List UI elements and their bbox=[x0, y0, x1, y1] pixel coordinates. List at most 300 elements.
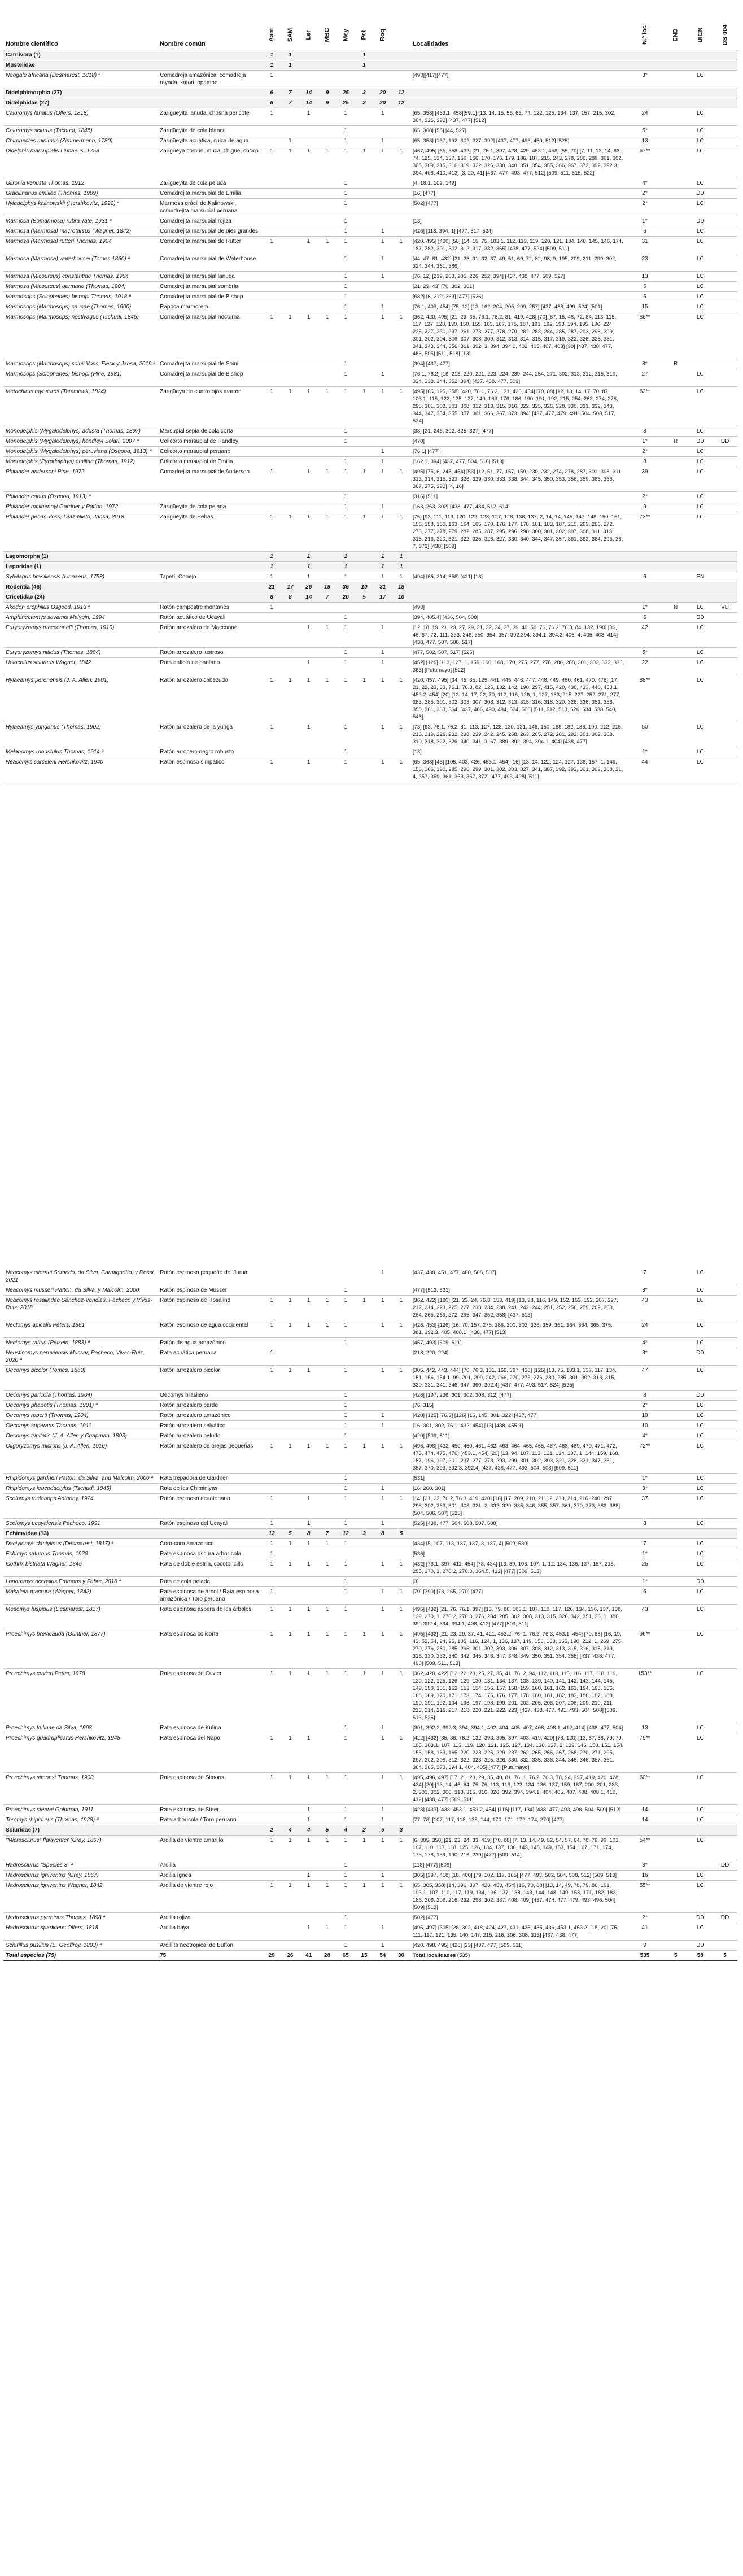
presence-cell bbox=[336, 71, 355, 88]
presence-cell bbox=[299, 1587, 318, 1605]
presence-cell: 1 bbox=[281, 1881, 300, 1913]
presence-cell: 1 bbox=[392, 1733, 410, 1773]
presence-cell bbox=[318, 1815, 336, 1825]
presence-cell bbox=[299, 50, 318, 60]
species-row bbox=[3, 603, 737, 613]
presence-cell bbox=[299, 292, 318, 302]
presence-cell bbox=[373, 50, 392, 60]
ds004-status-cell bbox=[713, 1391, 737, 1401]
presence-cell bbox=[355, 1805, 374, 1815]
presence-cell bbox=[318, 426, 336, 437]
presence-cell bbox=[263, 292, 281, 302]
presence-cell bbox=[318, 254, 336, 272]
scientific-name-cell: Sciuridae (7) bbox=[3, 1825, 158, 1836]
ds004-status-cell bbox=[713, 492, 737, 502]
species-row bbox=[3, 178, 737, 189]
common-name-cell: Comadrejita marsupial de Waterhouse bbox=[158, 254, 263, 272]
presence-cell: 1 bbox=[373, 272, 392, 282]
presence-cell: 1 bbox=[263, 312, 281, 359]
endemism-cell bbox=[663, 552, 688, 562]
species-row bbox=[3, 1431, 737, 1441]
presence-cell bbox=[299, 447, 318, 457]
scientific-name-cell: Proechimys kulinae da Silva, 1998 bbox=[3, 1723, 158, 1733]
presence-cell bbox=[263, 1411, 281, 1421]
presence-cell: 1 bbox=[299, 146, 318, 178]
presence-cell: 1 bbox=[336, 457, 355, 467]
localities-cell: [394, 405.4] [436, 504, 508] bbox=[410, 613, 626, 623]
common-name-cell: Ardillita neotropical de Buffon bbox=[158, 1941, 263, 1951]
scientific-name-cell: Rhipidomys gardneri Patton, da Silva, and Malcolm, 2000 ª bbox=[3, 1474, 158, 1484]
endemism-cell bbox=[663, 467, 688, 492]
iucn-status-cell: LC bbox=[688, 648, 713, 658]
presence-cell bbox=[392, 178, 410, 189]
ds004-status-cell bbox=[713, 1421, 737, 1431]
header-ds004 bbox=[713, 3, 737, 50]
presence-cell: 1 bbox=[373, 108, 392, 126]
presence-cell bbox=[318, 1913, 336, 1923]
localities-cell: [70] [390] [73, 255, 270] [477] bbox=[410, 1587, 626, 1605]
scientific-name-cell: Makalata macrura (Wagner, 1842) bbox=[3, 1587, 158, 1605]
presence-cell bbox=[318, 282, 336, 292]
presence-cell: 1 bbox=[318, 146, 336, 178]
endemism-cell bbox=[663, 1431, 688, 1441]
presence-cell bbox=[299, 136, 318, 146]
presence-cell bbox=[299, 603, 318, 613]
localities-cell bbox=[410, 592, 626, 603]
presence-cell bbox=[281, 1494, 300, 1519]
presence-cell bbox=[355, 1587, 374, 1605]
presence-cell: 1 bbox=[336, 1539, 355, 1549]
presence-cell: 1 bbox=[355, 675, 374, 722]
ds004-status-cell bbox=[713, 467, 737, 492]
presence-cell bbox=[263, 1431, 281, 1441]
species-row bbox=[3, 199, 737, 216]
endemism-cell bbox=[663, 1348, 688, 1366]
presence-cell: 19 bbox=[318, 582, 336, 592]
header-col-7 bbox=[373, 3, 392, 50]
presence-cell: 1 bbox=[281, 50, 300, 60]
presence-cell bbox=[355, 502, 374, 512]
presence-cell: 1 bbox=[373, 226, 392, 237]
presence-cell bbox=[299, 189, 318, 199]
presence-cell bbox=[281, 1519, 300, 1529]
presence-cell: 28 bbox=[318, 1951, 336, 1961]
presence-cell: 1 bbox=[392, 237, 410, 254]
localities-cell: [362, 420, 495] [21, 23, 35, 76.1, 76.2, 81, 419, 428] [70] [67, 15, 48, 72, 84, 113, 115, 117, 127, 128, 130, 150, 155, 163, 167, 175, 187, 191, 192, 193, 194, 195, 196, 224, 225, 227, 230, 237, 261, 273, 277, 278, 279, 282, 283, 284, 285, 287, 293, 296, 299, 301, 302, 304, 306, 307, 308, 309, 312, 313, 314, 315, 317, 319, 322, 326, 328, 331, 341, 343, 344, 356, 361, 392, 3, 394, 394.1, 402, 405, 407, 408] [30] [437, 438, 477, 486, 505] [511, 518] [13] bbox=[410, 312, 626, 359]
scientific-name-cell: Lonaromys occasius Emmons y Fabre, 2018 ª bbox=[3, 1577, 158, 1587]
presence-cell bbox=[299, 1401, 318, 1411]
presence-cell: 1 bbox=[355, 1669, 374, 1723]
presence-cell bbox=[392, 1431, 410, 1441]
scientific-name-cell: Lagomorpha (1) bbox=[3, 552, 158, 562]
scientific-name-cell: Oecomys paricola (Thomas, 1904) bbox=[3, 1391, 158, 1401]
presence-cell: 1 bbox=[392, 1441, 410, 1474]
presence-cell: 1 bbox=[263, 146, 281, 178]
presence-cell bbox=[318, 178, 336, 189]
presence-cell: 1 bbox=[392, 1629, 410, 1669]
iucn-status-cell: LC bbox=[688, 1836, 713, 1860]
locality-count-cell: 13 bbox=[626, 1723, 663, 1733]
presence-cell bbox=[299, 1411, 318, 1421]
species-row bbox=[3, 1474, 737, 1484]
presence-cell bbox=[318, 1411, 336, 1421]
localities-cell: [437, 438, 451, 477, 480, 508, 507] bbox=[410, 1268, 626, 1285]
endemism-cell bbox=[663, 60, 688, 71]
species-row bbox=[3, 136, 737, 146]
presence-cell: 1 bbox=[336, 613, 355, 623]
presence-cell bbox=[263, 1941, 281, 1951]
iucn-status-cell: LC bbox=[688, 146, 713, 178]
ds004-status-cell bbox=[713, 126, 737, 136]
presence-cell: 41 bbox=[299, 1951, 318, 1961]
locality-count-cell: 153** bbox=[626, 1669, 663, 1723]
presence-cell bbox=[355, 178, 374, 189]
scientific-name-cell: Philander andersoni Pine, 1972 bbox=[3, 467, 158, 492]
common-name-cell: Zarigüeyita de Pebas bbox=[158, 512, 263, 552]
locality-count-cell: 88** bbox=[626, 675, 663, 722]
common-name-cell: Rata espinosa de árbol / Rata espinosa amazónica / Toro peruano bbox=[158, 1587, 263, 1605]
presence-cell bbox=[336, 1348, 355, 1366]
common-name-cell: Comadrejita marsupial lanuda bbox=[158, 272, 263, 282]
localities-cell: [118] [477] [509] bbox=[410, 1860, 626, 1871]
presence-cell bbox=[263, 613, 281, 623]
presence-cell: 1 bbox=[392, 1366, 410, 1391]
common-name-cell: Rata espinosa de Cuvier bbox=[158, 1669, 263, 1723]
ds004-status-cell bbox=[713, 1401, 737, 1411]
presence-cell bbox=[263, 254, 281, 272]
species-row bbox=[3, 1723, 737, 1733]
scientific-name-cell: Didelphimorphia (27) bbox=[3, 88, 158, 98]
presence-cell: 1 bbox=[336, 1366, 355, 1391]
presence-cell bbox=[318, 359, 336, 369]
presence-cell: 1 bbox=[336, 1815, 355, 1825]
presence-cell bbox=[373, 216, 392, 226]
scientific-name-cell: Neacomys elieraei Semedo, da Silva, Carmignotto, y Rossi, 2021 bbox=[3, 1268, 158, 1285]
localities-cell: [65, 368] [58] [44, 527] bbox=[410, 126, 626, 136]
iucn-status-cell: LC bbox=[688, 71, 713, 88]
common-name-cell: Raposa marmorera bbox=[158, 302, 263, 312]
locality-count-cell: 3* bbox=[626, 1348, 663, 1366]
localities-cell: [426] [197, 236, 301, 302, 308, 312] [477] bbox=[410, 1391, 626, 1401]
endemism-cell bbox=[663, 582, 688, 592]
ds004-status-cell bbox=[713, 512, 737, 552]
presence-cell: 8 bbox=[281, 592, 300, 603]
common-name-cell: Rata espinosa de Steer bbox=[158, 1805, 263, 1815]
presence-cell bbox=[318, 648, 336, 658]
localities-cell: [3] bbox=[410, 1577, 626, 1587]
header-col-8 bbox=[392, 3, 410, 50]
presence-cell: 1 bbox=[336, 492, 355, 502]
scientific-name-cell: Marmosa (Micoureus) constantiae Thomas, 1904 bbox=[3, 272, 158, 282]
species-row bbox=[3, 1285, 737, 1296]
endemism-cell bbox=[663, 1669, 688, 1723]
presence-cell: 1 bbox=[373, 1871, 392, 1881]
scientific-name-cell: Glironia venusta Thomas, 1912 bbox=[3, 178, 158, 189]
common-name-cell: Rata de cola pelada bbox=[158, 1577, 263, 1587]
scientific-name-cell: Metachirus myosuros (Temminck, 1824) bbox=[3, 387, 158, 426]
ds004-status-cell bbox=[713, 199, 737, 216]
common-name-cell: Zarigüeyita lanuda, chosna pericote bbox=[158, 108, 263, 126]
species-row bbox=[3, 254, 737, 272]
species-row bbox=[3, 572, 737, 582]
presence-cell bbox=[355, 492, 374, 502]
header-col-2 bbox=[281, 3, 300, 50]
endemism-cell: N bbox=[663, 603, 688, 613]
locality-count-cell bbox=[626, 60, 663, 71]
locality-count-cell: 9 bbox=[626, 502, 663, 512]
species-row bbox=[3, 146, 737, 178]
presence-cell: 3 bbox=[392, 1825, 410, 1836]
presence-cell bbox=[281, 613, 300, 623]
locality-count-cell: 2* bbox=[626, 199, 663, 216]
iucn-status-cell bbox=[688, 1825, 713, 1836]
header-row bbox=[3, 3, 737, 50]
scientific-name-cell: Oecomys phaeotis (Thomas, 1901) ª bbox=[3, 1401, 158, 1411]
presence-cell: 1 bbox=[336, 146, 355, 178]
presence-cell: 1 bbox=[281, 387, 300, 426]
locality-count-cell: 27 bbox=[626, 369, 663, 387]
presence-cell: 1 bbox=[299, 1441, 318, 1474]
species-row bbox=[3, 1773, 737, 1805]
presence-cell: 1 bbox=[263, 603, 281, 613]
presence-cell: 1 bbox=[392, 1494, 410, 1519]
header-col-label: DS 004 bbox=[722, 24, 729, 46]
locality-count-cell: 2* bbox=[626, 189, 663, 199]
presence-cell bbox=[373, 359, 392, 369]
scientific-name-cell: Oecomys superans Thomas, 1911 bbox=[3, 1421, 158, 1431]
localities-cell: [38] [21, 246, 302, 325, 327] [477] bbox=[410, 426, 626, 437]
presence-cell: 1 bbox=[336, 1391, 355, 1401]
localities-cell: [493][417][477] bbox=[410, 71, 626, 88]
presence-cell: 10 bbox=[392, 592, 410, 603]
scientific-name-cell: Philander canus (Osgood, 1913) ª bbox=[3, 492, 158, 502]
presence-cell bbox=[355, 623, 374, 648]
species-row bbox=[3, 359, 737, 369]
localities-cell bbox=[410, 552, 626, 562]
ds004-status-cell: DD bbox=[713, 1860, 737, 1871]
species-row bbox=[3, 1421, 737, 1431]
presence-cell: 65 bbox=[336, 1951, 355, 1961]
locality-count-cell: 43 bbox=[626, 1605, 663, 1629]
endemism-cell bbox=[663, 1836, 688, 1860]
presence-cell bbox=[392, 126, 410, 136]
presence-cell bbox=[355, 1411, 374, 1421]
presence-cell: 1 bbox=[392, 562, 410, 572]
iucn-status-cell: LC bbox=[688, 1559, 713, 1577]
presence-cell bbox=[355, 747, 374, 757]
presence-cell: 1 bbox=[281, 1539, 300, 1549]
presence-cell bbox=[281, 1587, 300, 1605]
presence-cell: 1 bbox=[299, 1733, 318, 1773]
presence-cell bbox=[373, 1577, 392, 1587]
presence-cell: 1 bbox=[263, 675, 281, 722]
presence-cell bbox=[318, 552, 336, 562]
taxon-group-row bbox=[3, 1825, 737, 1836]
presence-cell: 5 bbox=[318, 1825, 336, 1836]
presence-cell bbox=[281, 1941, 300, 1951]
presence-cell: 1 bbox=[318, 1441, 336, 1474]
endemism-cell bbox=[663, 88, 688, 98]
iucn-status-cell: DD bbox=[688, 613, 713, 623]
presence-cell: 6 bbox=[373, 1825, 392, 1836]
common-name-cell bbox=[158, 98, 263, 108]
presence-cell bbox=[281, 1285, 300, 1296]
scientific-name-cell: Mustelidae bbox=[3, 60, 158, 71]
species-row bbox=[3, 648, 737, 658]
presence-cell bbox=[355, 1923, 374, 1941]
common-name-cell: Ratón arrozalero pardo bbox=[158, 1401, 263, 1411]
endemism-cell bbox=[663, 108, 688, 126]
locality-count-cell: 1* bbox=[626, 747, 663, 757]
presence-cell: 1 bbox=[373, 1494, 392, 1519]
scientific-name-cell: Chironectes minimus (Zimmermann, 1780) bbox=[3, 136, 158, 146]
ds004-status-cell: DD bbox=[713, 437, 737, 447]
localities-cell: [682] [6, 219, 263] [477] [526] bbox=[410, 292, 626, 302]
presence-cell bbox=[355, 757, 374, 782]
ds004-status-cell: DD bbox=[713, 1913, 737, 1923]
common-name-cell: Tapetí, Conejo bbox=[158, 572, 263, 582]
presence-cell: 6 bbox=[263, 88, 281, 98]
locality-count-cell: 39 bbox=[626, 467, 663, 492]
presence-cell: 1 bbox=[263, 1669, 281, 1723]
presence-cell bbox=[281, 552, 300, 562]
presence-cell: 1 bbox=[373, 757, 392, 782]
presence-cell bbox=[373, 437, 392, 447]
presence-cell bbox=[281, 1391, 300, 1401]
endemism-cell bbox=[663, 675, 688, 722]
localities-cell: [457, 493] [509, 511] bbox=[410, 1338, 626, 1348]
presence-cell: 1 bbox=[392, 1605, 410, 1629]
common-name-cell: Rata trepadora de Gardner bbox=[158, 1474, 263, 1484]
iucn-status-cell: LC bbox=[688, 1805, 713, 1815]
species-row bbox=[3, 1549, 737, 1559]
presence-cell: 1 bbox=[373, 722, 392, 747]
presence-cell bbox=[299, 369, 318, 387]
iucn-status-cell: LC bbox=[688, 502, 713, 512]
presence-cell bbox=[355, 1285, 374, 1296]
presence-cell: 1 bbox=[373, 1629, 392, 1669]
presence-cell bbox=[318, 1733, 336, 1773]
presence-cell: 1 bbox=[299, 1871, 318, 1881]
common-name-cell bbox=[158, 552, 263, 562]
ds004-status-cell bbox=[713, 1474, 737, 1484]
presence-cell bbox=[318, 302, 336, 312]
species-row bbox=[3, 1669, 737, 1723]
scientific-name-cell: Proechimys steerei Goldman, 1911 bbox=[3, 1805, 158, 1815]
scientific-name-cell: Echimys saturnus Thomas, 1928 bbox=[3, 1549, 158, 1559]
ds004-status-cell bbox=[713, 426, 737, 437]
iucn-status-cell: LC bbox=[688, 747, 713, 757]
presence-cell bbox=[355, 603, 374, 613]
common-name-cell: Ratón espinoso del Ucayali bbox=[158, 1519, 263, 1529]
scientific-name-cell: Oligoryzomys microtis (J. A. Allen, 1916) bbox=[3, 1441, 158, 1474]
locality-count-cell: 8 bbox=[626, 426, 663, 437]
presence-cell bbox=[392, 60, 410, 71]
presence-cell bbox=[355, 302, 374, 312]
presence-cell: 1 bbox=[392, 1320, 410, 1338]
common-name-cell: Comadrejita marsupial de Rutter bbox=[158, 237, 263, 254]
presence-cell: 1 bbox=[281, 1773, 300, 1805]
presence-cell bbox=[281, 216, 300, 226]
common-name-cell: Rata anfibia de pantano bbox=[158, 658, 263, 675]
taxon-group-row bbox=[3, 552, 737, 562]
presence-cell bbox=[392, 1411, 410, 1421]
presence-cell: 1 bbox=[336, 722, 355, 747]
presence-cell: 1 bbox=[299, 1539, 318, 1549]
scientific-name-cell: Proechimys brevicauda (Günther, 1877) bbox=[3, 1629, 158, 1669]
endemism-cell bbox=[663, 1391, 688, 1401]
endemism-cell bbox=[663, 447, 688, 457]
locality-count-cell: 8 bbox=[626, 1391, 663, 1401]
presence-cell: 1 bbox=[299, 757, 318, 782]
table-body-part-2 bbox=[3, 1268, 737, 1961]
scientific-name-cell: Philander pebas Voss, Díaz-Nieto, Jansa, 2018 bbox=[3, 512, 158, 552]
iucn-status-cell: 58 bbox=[688, 1951, 713, 1961]
common-name-cell: Colicorto marsupial de Emilia bbox=[158, 457, 263, 467]
presence-cell bbox=[318, 1401, 336, 1411]
presence-cell bbox=[373, 492, 392, 502]
iucn-status-cell bbox=[688, 98, 713, 108]
ds004-status-cell bbox=[713, 1441, 737, 1474]
ds004-status-cell bbox=[713, 387, 737, 426]
presence-cell: 1 bbox=[263, 1733, 281, 1773]
common-name-cell: 75 bbox=[158, 1951, 263, 1961]
species-row bbox=[3, 1338, 737, 1348]
common-name-cell: Ardilla de vientre rojo bbox=[158, 1881, 263, 1913]
localities-cell bbox=[410, 98, 626, 108]
presence-cell: 1 bbox=[336, 747, 355, 757]
presence-cell bbox=[318, 1268, 336, 1285]
presence-cell bbox=[392, 658, 410, 675]
presence-cell: 1 bbox=[336, 272, 355, 282]
presence-cell: 1 bbox=[373, 369, 392, 387]
presence-cell bbox=[373, 60, 392, 71]
presence-cell bbox=[355, 312, 374, 359]
presence-cell bbox=[299, 1474, 318, 1484]
presence-cell bbox=[318, 71, 336, 88]
locality-count-cell bbox=[626, 98, 663, 108]
locality-count-cell bbox=[626, 88, 663, 98]
scientific-name-cell: Neacomys carceleni Hershkovitz, 1940 bbox=[3, 757, 158, 782]
species-row bbox=[3, 447, 737, 457]
ds004-status-cell bbox=[713, 1669, 737, 1723]
iucn-status-cell: LC bbox=[688, 1366, 713, 1391]
presence-cell bbox=[373, 1474, 392, 1484]
locality-count-cell: 535 bbox=[626, 1951, 663, 1961]
presence-cell bbox=[392, 648, 410, 658]
presence-cell bbox=[355, 108, 374, 126]
presence-cell bbox=[299, 457, 318, 467]
header-common-name: Nombre común bbox=[158, 3, 263, 50]
presence-cell: 54 bbox=[373, 1951, 392, 1961]
locality-count-cell: 1* bbox=[626, 1549, 663, 1559]
presence-cell: 1 bbox=[263, 757, 281, 782]
localities-cell: [495] [75, 6, 245, 454] [53] [12, 51, 77, 157, 159, 230, 232, 274, 278, 287, 301, 308, 311, 313, 314, 315, 323, 326, 329, 330, 333, 338, 344, 345, 350, 353, 356, 359, 365, 366, 367, 375, 392] [4, 16] bbox=[410, 467, 626, 492]
presence-cell bbox=[373, 613, 392, 623]
presence-cell bbox=[355, 71, 374, 88]
iucn-status-cell: LC bbox=[688, 1401, 713, 1411]
presence-cell: 1 bbox=[336, 1411, 355, 1421]
iucn-status-cell: LC bbox=[688, 237, 713, 254]
endemism-cell bbox=[663, 1484, 688, 1494]
presence-cell: 1 bbox=[336, 1577, 355, 1587]
species-table bbox=[3, 3, 737, 782]
presence-cell: 4 bbox=[336, 1825, 355, 1836]
ds004-status-cell bbox=[713, 447, 737, 457]
presence-cell bbox=[355, 359, 374, 369]
presence-cell bbox=[281, 1338, 300, 1348]
common-name-cell: Zarigüeya común, muca, chigue, choco bbox=[158, 146, 263, 178]
